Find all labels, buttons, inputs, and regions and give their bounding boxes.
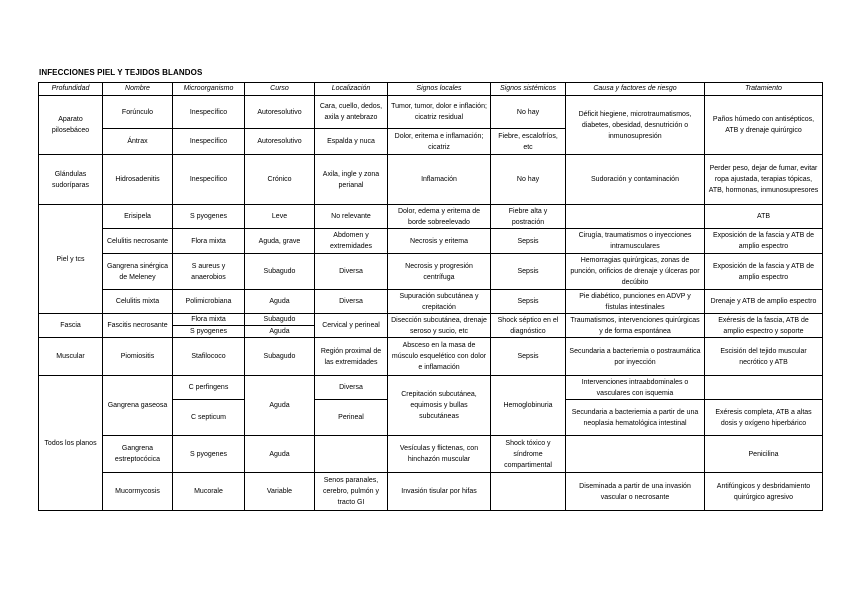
cell-signos-sistemicos: Shock séptico en el diagnóstico [491,314,566,338]
cell-signos-locales: Absceso en la masa de músculo esquelético con dolor e inflamación [388,338,491,376]
cell-curso: Leve [245,205,315,229]
cell-tratamiento: Exposición de la fascia y ATB de amplio espectro [705,229,823,254]
cell-signos-sistemicos: Fiebre, escalofríos, etc [491,129,566,155]
header-profundidad: Profundidad [39,83,103,96]
cell-profundidad: Piel y tcs [39,205,103,314]
header-tratamiento: Tratamiento [705,83,823,96]
cell-microorganismo: Stafilococo [173,338,245,376]
cell-profundidad: Glándulas sudoríparas [39,155,103,205]
cell-microorganismo: S pyogenes [173,436,245,473]
cell-causa [566,436,705,473]
cell-signos-locales: Dolor, eritema e inflamación; cicatriz [388,129,491,155]
cell-microorganismo: Inespecífico [173,155,245,205]
cell-tratamiento: Exposición de la fascia y ATB de amplio espectro [705,254,823,290]
cell-localizacion: Perineal [315,400,388,436]
cell-localizacion: Espalda y nuca [315,129,388,155]
cell-signos-locales: Disección subcutánea, drenaje seroso y sucio, etc [388,314,491,338]
table-row [39,290,823,314]
cell-localizacion: Axila, ingle y zona perianal [315,155,388,205]
cell-causa: Cirugía, traumatismos o inyecciones intramusculares [566,229,705,254]
cell-nombre: Piomiositis [103,338,173,376]
cell-nombre: Forúnculo [103,96,173,129]
cell-microorganismo: Flora mixta [173,314,245,326]
cell-signos-sistemicos: Fiebre alta y postración [491,205,566,229]
table-row [39,338,823,376]
cell-signos-sistemicos: Sepsis [491,290,566,314]
infections-table [38,82,823,511]
table-row [39,473,823,511]
cell-curso: Autoresolutivo [245,96,315,129]
cell-signos-locales: Crepitación subcutánea, equimosis y bullas subcutáneas [388,376,491,436]
header-signos-locales: Signos locales [388,83,491,96]
header-signos-sistemicos: Signos sistémicos [491,83,566,96]
cell-tratamiento: Exéresis completa, ATB a altas dosis y oxígeno hiperbárico [705,400,823,436]
table-row [39,314,823,326]
cell-localizacion: Diversa [315,290,388,314]
table-row [39,205,823,229]
cell-microorganismo: S pyogenes [173,205,245,229]
cell-signos-locales: Necrosis y eritema [388,229,491,254]
cell-tratamiento: Exéresis de la fascia, ATB de amplio espectro y soporte [705,314,823,338]
cell-localizacion: Cara, cuello, dedos, axila y antebrazo [315,96,388,129]
cell-causa: Traumatismos, intervenciones quirúrgicas y de forma espontánea [566,314,705,338]
cell-curso: Aguda, grave [245,229,315,254]
cell-signos-sistemicos: Hemoglobinuria [491,376,566,436]
cell-nombre: Celulitis necrosante [103,229,173,254]
cell-localizacion: No relevante [315,205,388,229]
cell-profundidad: Aparato pilosebáceo [39,96,103,155]
cell-nombre: Gangrena gaseosa [103,376,173,436]
cell-microorganismo: Polimicrobiana [173,290,245,314]
cell-microorganismo: Mucorale [173,473,245,511]
cell-localizacion: Abdomen y extremidades [315,229,388,254]
cell-signos-sistemicos: No hay [491,155,566,205]
cell-causa: Intervenciones intraabdominales o vasculares con isquemia [566,376,705,400]
cell-tratamiento [705,376,823,400]
cell-nombre: Erisipela [103,205,173,229]
cell-localizacion [315,436,388,473]
cell-signos-locales: Dolor, edema y eritema de borde sobreelevado [388,205,491,229]
cell-causa: Secundaria a bacteriemia a partir de una neoplasia hematológica intestinal [566,400,705,436]
table-row [39,436,823,473]
header-causa: Causa y factores de riesgo [566,83,705,96]
cell-curso: Aguda [245,290,315,314]
table-row [39,96,823,129]
cell-curso: Autoresolutivo [245,129,315,155]
cell-curso: Subagudo [245,254,315,290]
cell-signos-sistemicos: Sepsis [491,229,566,254]
cell-signos-locales: Inflamación [388,155,491,205]
document-title: INFECCIONES PIEL Y TEJIDOS BLANDOS [39,68,203,77]
cell-tratamiento: Paños húmedo con antisépticos, ATB y drenaje quirúrgico [705,96,823,155]
cell-tratamiento: Penicilina [705,436,823,473]
cell-causa: Hemorragias quirúrgicas, zonas de punción, orificios de drenaje y úlceras por decúbito [566,254,705,290]
cell-nombre: Hidrosadenitis [103,155,173,205]
cell-nombre: Gangrena sinérgica de Meleney [103,254,173,290]
cell-localizacion: Diversa [315,254,388,290]
cell-tratamiento: Antifúngicos y desbridamiento quirúrgico agresivo [705,473,823,511]
cell-nombre: Mucormycosis [103,473,173,511]
cell-nombre: Gangrena estreptocócica [103,436,173,473]
cell-microorganismo: S pyogenes [173,326,245,338]
header-microorganismo: Microorganismo [173,83,245,96]
table-row [39,254,823,290]
cell-tratamiento: Drenaje y ATB de amplio espectro [705,290,823,314]
cell-signos-locales: Tumor, tumor, dolor e inflación; cicatriz residual [388,96,491,129]
cell-signos-sistemicos: Shock tóxico y síndrome compartimental [491,436,566,473]
table-row [39,229,823,254]
header-curso: Curso [245,83,315,96]
cell-localizacion: Senos paranales, cerebro, pulmón y tracto GI [315,473,388,511]
cell-curso: Aguda [245,326,315,338]
cell-localizacion: Cervical y perineal [315,314,388,338]
cell-nombre: Ántrax [103,129,173,155]
table-row [39,376,823,400]
cell-curso: Variable [245,473,315,511]
cell-curso: Aguda [245,436,315,473]
cell-microorganismo: C perfingens [173,376,245,400]
cell-signos-locales: Invasión tisular por hifas [388,473,491,511]
cell-curso: Crónico [245,155,315,205]
cell-profundidad: Muscular [39,338,103,376]
cell-causa [566,205,705,229]
cell-microorganismo: Inespecífico [173,96,245,129]
cell-signos-sistemicos: Sepsis [491,338,566,376]
cell-causa: Déficit hiegiene, microtraumatismos, diabetes, obesidad, desnutrición o inmunosupresión [566,96,705,155]
cell-causa: Secundaria a bacteriemia o postraumática por inyección [566,338,705,376]
cell-profundidad: Todos los planos [39,376,103,511]
table-row [39,155,823,205]
cell-tratamiento: Perder peso, dejar de fumar, evitar ropa ajustada, terapias tópicas, ATB, hormonas, inmunosupresores [705,155,823,205]
cell-signos-locales: Necrosis y progresión centrífuga [388,254,491,290]
cell-microorganismo: S aureus y anaerobios [173,254,245,290]
header-row [39,83,823,96]
cell-profundidad: Fascia [39,314,103,338]
cell-nombre: Celulitis mixta [103,290,173,314]
cell-tratamiento: Escisión del tejido muscular necrótico y ATB [705,338,823,376]
header-nombre: Nombre [103,83,173,96]
header-localizacion: Localización [315,83,388,96]
cell-curso: Subagudo [245,314,315,326]
cell-causa: Pie diabético, punciones en ADVP y fístulas intestinales [566,290,705,314]
cell-signos-sistemicos [491,473,566,511]
cell-microorganismo: Flora mixta [173,229,245,254]
cell-causa: Diseminada a partir de una invasión vascular o necrosante [566,473,705,511]
cell-tratamiento: ATB [705,205,823,229]
cell-curso: Aguda [245,376,315,436]
cell-localizacion: Región proximal de las extremidades [315,338,388,376]
cell-nombre: Fascitis necrosante [103,314,173,338]
cell-signos-locales: Supuración subcutánea y crepitación [388,290,491,314]
cell-signos-sistemicos: No hay [491,96,566,129]
cell-curso: Subagudo [245,338,315,376]
cell-signos-sistemicos: Sepsis [491,254,566,290]
cell-causa: Sudoración y contaminación [566,155,705,205]
cell-localizacion: Diversa [315,376,388,400]
cell-microorganismo: Inespecífico [173,129,245,155]
cell-microorganismo: C septicum [173,400,245,436]
cell-signos-locales: Vesículas y flictenas, con hinchazón muscular [388,436,491,473]
